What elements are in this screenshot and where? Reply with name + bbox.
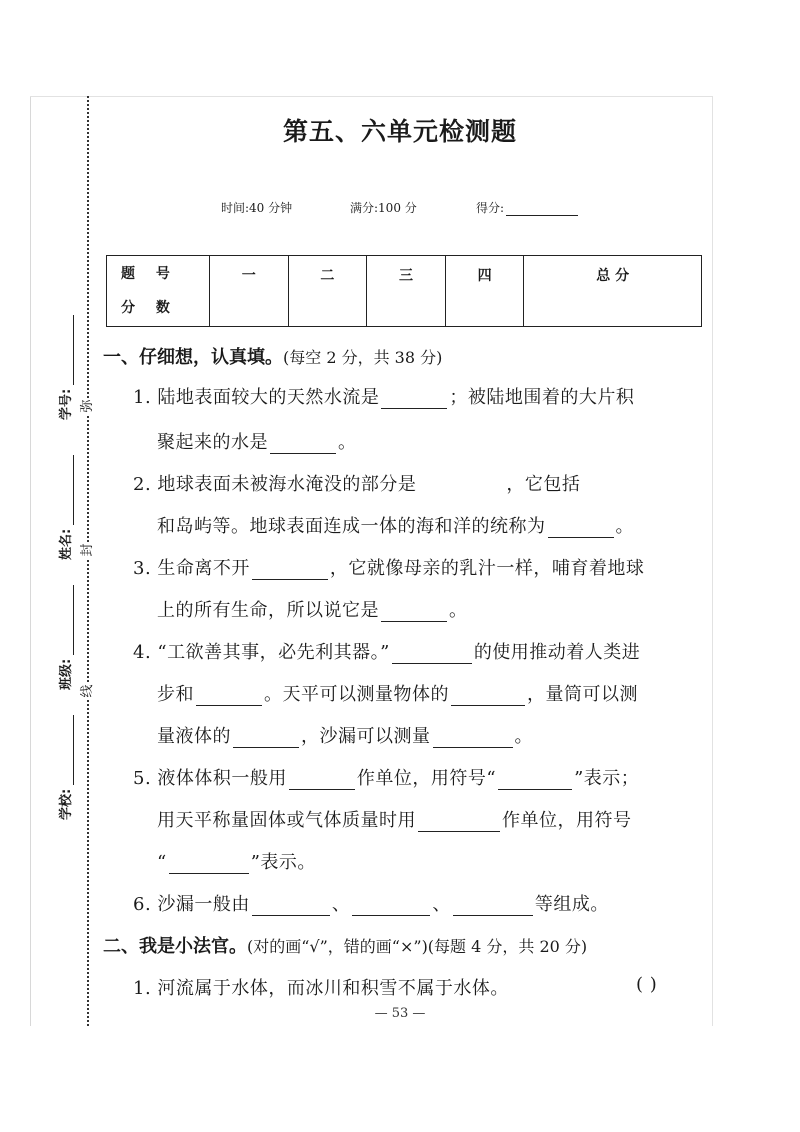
- answer-blank[interactable]: [418, 478, 504, 496]
- answer-blank[interactable]: [453, 897, 533, 916]
- answer-blank[interactable]: [169, 855, 249, 874]
- score-column-3[interactable]: 三: [367, 256, 446, 327]
- question-1-line-2: 聚起来的水是 。: [157, 432, 357, 453]
- question-5-line-3: “ ”表示。: [157, 852, 316, 873]
- score-label: 得分:: [476, 201, 505, 215]
- question-2-line-2: 和岛屿等。地球表面连成一体的海和洋的统称为 。: [157, 516, 634, 537]
- question-5-line-2: 用天平称量固体或气体质量时用 作单位，用符号: [157, 810, 632, 831]
- question-4-line-2: 步和 。天平可以测量物体的 ，量筒可以测: [157, 684, 638, 705]
- section-2-question-1: 1. 河流属于水体，而冰川和积雪不属于水体。: [133, 978, 509, 999]
- full-score-info: 满分:100 分: [350, 201, 417, 215]
- class-field[interactable]: [55, 585, 74, 690]
- answer-blank[interactable]: [252, 897, 330, 916]
- answer-blank[interactable]: [433, 729, 513, 748]
- page-edge: [712, 96, 713, 1026]
- score-blank[interactable]: [506, 203, 578, 216]
- name-blank[interactable]: [72, 455, 74, 525]
- answer-blank[interactable]: [196, 687, 262, 706]
- student-id-blank[interactable]: [72, 315, 74, 385]
- answer-blank[interactable]: [548, 519, 614, 538]
- binding-char-xian: 线: [80, 684, 95, 698]
- section-1-heading: [103, 343, 442, 369]
- score-column-2[interactable]: 二: [288, 256, 367, 327]
- question-1-line-1: 1. 陆地表面较大的天然水流是 ；被陆地围着的大片积: [133, 387, 635, 408]
- score-table-header: [107, 256, 210, 327]
- binding-char-mi: 弥: [80, 399, 95, 413]
- page-edge: [30, 96, 31, 1026]
- school-label: 学校:: [59, 788, 74, 820]
- section-2-title: 二、我是小法官。: [103, 936, 247, 957]
- page-number: — 53 —: [374, 1006, 426, 1021]
- answer-blank[interactable]: [352, 897, 430, 916]
- question-2-line-1: 2. 地球表面未被海水淹没的部分是 ，它包括: [133, 474, 581, 495]
- question-3-line-1: 3. 生命离不开 ，它就像母亲的乳汁一样，哺育着地球: [133, 558, 645, 579]
- score-column-total[interactable]: 总 分: [524, 256, 702, 327]
- answer-blank[interactable]: [381, 390, 447, 409]
- binding-char-feng: 封: [80, 543, 95, 557]
- section-1-title: 一、仔细想，认真填。: [103, 347, 283, 368]
- answer-parentheses[interactable]: ( ): [636, 974, 658, 995]
- question-5-line-1: 5. 液体体积一般用 作单位，用符号“ ”表示；: [133, 768, 640, 789]
- student-id-label: 学号:: [59, 388, 74, 420]
- page-title: 第五、六单元检测题: [282, 117, 517, 146]
- question-4-line-1: 4. “工欲善其事，必先利其器。” 的使用推动着人类进: [133, 642, 641, 663]
- answer-blank[interactable]: [418, 813, 500, 832]
- answer-blank[interactable]: [252, 561, 328, 580]
- section-2-heading: [103, 932, 587, 958]
- score-column-1[interactable]: 一: [210, 256, 289, 327]
- school-field[interactable]: [55, 715, 74, 820]
- class-label: 班级:: [59, 658, 74, 690]
- school-blank[interactable]: [72, 715, 74, 785]
- score-field[interactable]: [476, 199, 578, 216]
- question-3-line-2: 上的所有生命，所以说它是 。: [157, 600, 468, 621]
- answer-blank[interactable]: [381, 603, 447, 622]
- question-6: 6. 沙漏一般由 、 、 等组成。: [133, 894, 609, 915]
- question-4-line-3: 量液体的 ，沙漏可以测量 。: [157, 726, 533, 747]
- answer-blank[interactable]: [270, 435, 336, 454]
- time-info: 时间:40 分钟: [221, 201, 293, 215]
- answer-blank[interactable]: [498, 771, 572, 790]
- row-label-question-number: 题 号: [121, 266, 178, 282]
- score-column-4[interactable]: 四: [445, 256, 524, 327]
- answer-blank[interactable]: [392, 645, 472, 664]
- page-edge: [30, 96, 713, 97]
- answer-blank[interactable]: [289, 771, 355, 790]
- name-label: 姓名:: [59, 528, 74, 560]
- answer-blank[interactable]: [233, 729, 299, 748]
- row-label-score: 分 数: [121, 300, 178, 316]
- section-2-note: (对的画“√”，错的画“×”)(每题 4 分，共 20 分): [247, 937, 588, 956]
- score-table: [106, 255, 702, 327]
- class-blank[interactable]: [72, 585, 74, 655]
- name-field[interactable]: [55, 455, 74, 560]
- student-id-field[interactable]: [55, 315, 74, 420]
- binding-dotted-line: [87, 96, 89, 1026]
- answer-blank[interactable]: [451, 687, 525, 706]
- section-1-note: (每空 2 分，共 38 分): [283, 348, 443, 367]
